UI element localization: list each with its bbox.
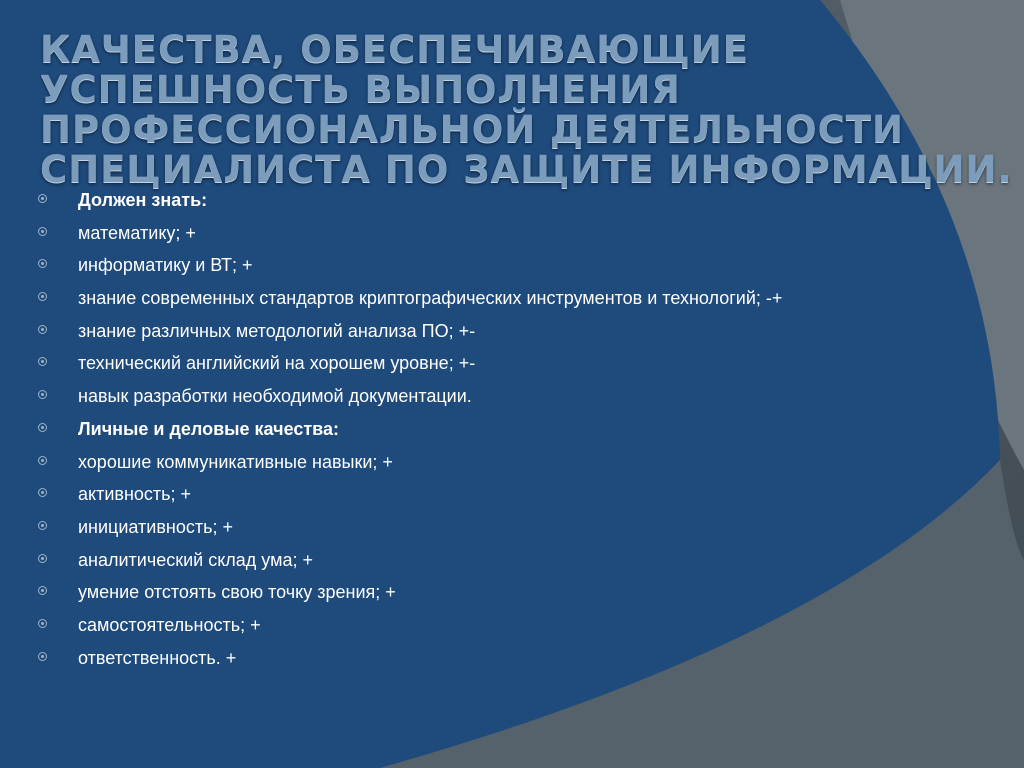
item-text: Личные и деловые качества:: [78, 418, 339, 439]
item-text: информатику и ВТ; +: [78, 255, 253, 276]
item-text: Должен знать:: [78, 190, 208, 210]
list-item: [36, 251, 986, 284]
item-text: умение отстоять свою точку зрения; +: [78, 582, 396, 603]
title-line: КАЧЕСТВА, ОБЕСПЕЧИВАЮЩИЕ: [40, 28, 749, 71]
bullet-icon: [38, 227, 47, 236]
item-text: самостоятельность; +: [78, 614, 261, 635]
bullet-icon: [38, 652, 47, 661]
bullet-icon: [38, 325, 47, 334]
bullet-icon: [38, 619, 47, 628]
list-item: [36, 284, 986, 317]
list-item: [36, 644, 986, 677]
list-item: [36, 219, 986, 252]
title-line: СПЕЦИАЛИСТА ПО ЗАЩИТЕ ИНФОРМАЦИИ.: [40, 148, 1013, 191]
list-item: [36, 578, 986, 611]
item-text: технический английский на хорошем уровне; +-: [78, 353, 476, 374]
section-heading: [36, 186, 986, 219]
slide-title: [40, 28, 1013, 191]
bullet-icon: [38, 259, 47, 268]
list-item: [36, 546, 986, 579]
list-item: [36, 317, 986, 350]
bullet-icon: [38, 521, 47, 530]
bullet-icon: [38, 456, 47, 465]
bullet-icon: [38, 194, 47, 203]
item-text: навык разработки необходимой документации.: [78, 386, 472, 407]
item-text: аналитический склад ума; +: [78, 549, 313, 570]
list-item: [36, 513, 986, 546]
bullet-icon: [38, 488, 47, 497]
item-text: знание различных методологий анализа ПО; +-: [78, 320, 476, 341]
item-text: знание современных стандартов криптографических инструментов и технологий; -+: [78, 288, 783, 309]
list-item: [36, 611, 986, 644]
list-item: [36, 382, 986, 415]
bullet-icon: [38, 423, 47, 432]
bullet-list: [36, 186, 986, 676]
title-line: ПРОФЕССИОНАЛЬНОЙ ДЕЯТЕЛЬНОСТИ: [40, 108, 904, 151]
item-text: инициативность; +: [78, 516, 233, 537]
list-item: [36, 349, 986, 382]
title-line: УСПЕШНОСТЬ ВЫПОЛНЕНИЯ: [40, 68, 681, 111]
item-text: математику; +: [78, 222, 196, 243]
bullet-icon: [38, 586, 47, 595]
bullet-icon: [38, 554, 47, 563]
list-item: [36, 480, 986, 513]
item-text: хорошие коммуникативные навыки; +: [78, 451, 393, 472]
bullet-icon: [38, 357, 47, 366]
item-text: ответственность. +: [78, 647, 237, 668]
section-heading: [36, 415, 986, 448]
bullet-icon: [38, 390, 47, 399]
bullet-icon: [38, 292, 47, 301]
item-text: активность; +: [78, 484, 192, 505]
list-item: [36, 448, 986, 481]
